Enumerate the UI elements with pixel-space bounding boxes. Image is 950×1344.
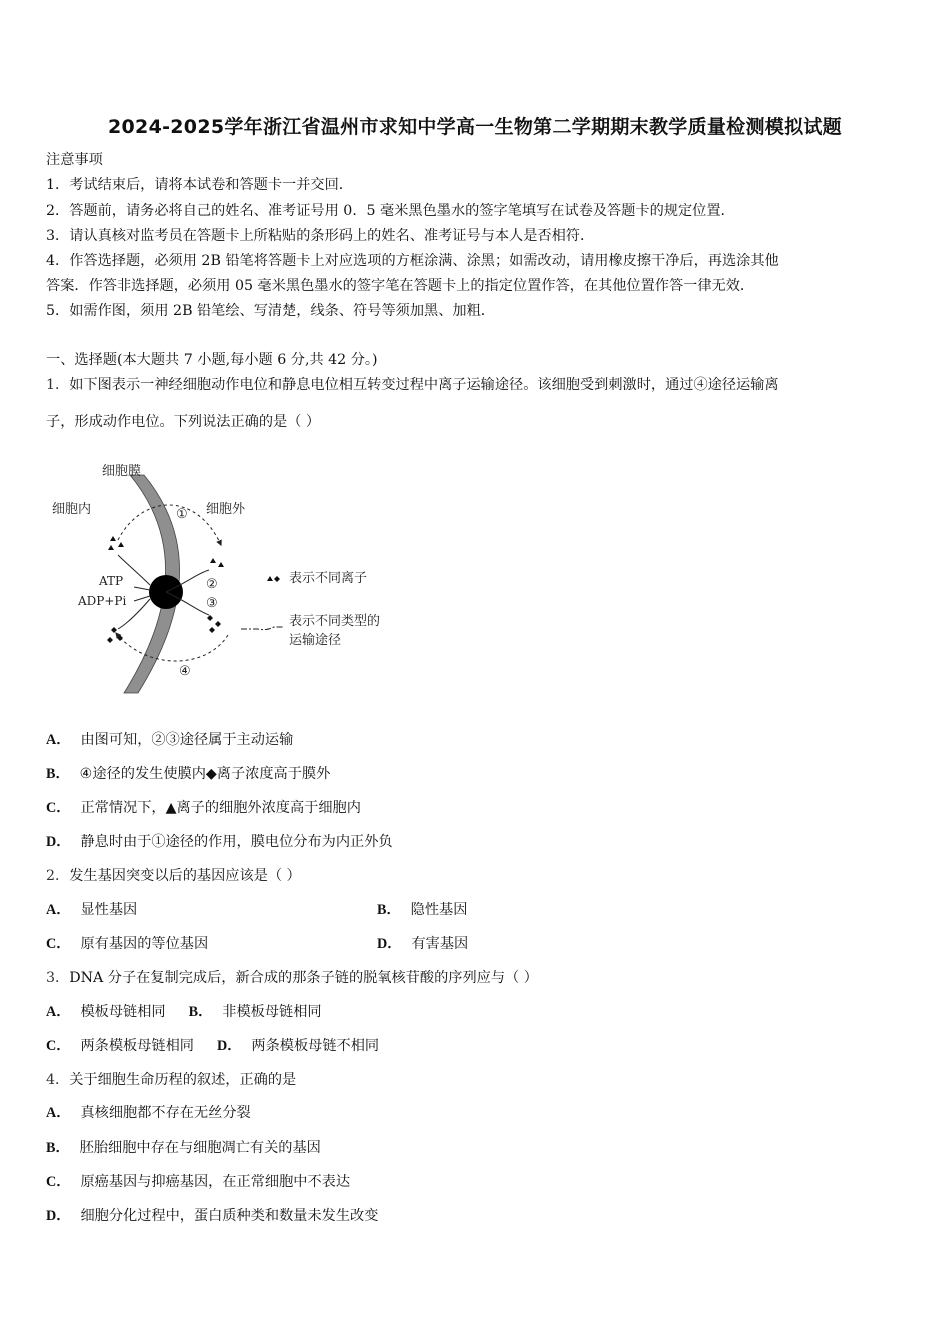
question-3-stem [46,971,538,985]
option-label: C． [46,936,71,952]
question-2-option-d [377,937,468,951]
legend-ions-text: 表示不同离子 [289,571,368,586]
option-text: 胚胎细胞中存在与细胞凋亡有关的基因 [79,1140,321,1156]
question-2-option-c [46,937,208,951]
option-label: B． [377,902,401,918]
option-text: 真核细胞都不存在无丝分裂 [80,1105,251,1121]
label-path-3: ③ [206,596,218,611]
option-label: D． [46,1208,71,1224]
notice-item: 3．请认真核对监考员在答题卡上所粘贴的条形码上的姓名、准考证号与本人是否相符． [46,228,595,244]
question-2-option-a [46,903,137,917]
adp-line-out [134,596,150,601]
question-text: 发生基因突变以后的基因应该是（ ） [69,868,301,884]
option-label: A． [46,732,71,748]
question-1-option-c [46,801,361,815]
option-text: 细胞分化过程中，蛋白质种类和数量未发生改变 [80,1208,379,1224]
option-label: B． [188,1004,213,1020]
option-text: 静息时由于①途径的作用，膜电位分布为内正外负 [80,834,393,850]
question-1-option-b [46,767,330,781]
label-path-2: ② [206,577,218,592]
option-label: D． [377,936,402,952]
question-number: 3． [46,970,70,986]
question-1-option-a [46,733,293,747]
page-title: 2024-2025学年浙江省温州市求知中学高一生物第二学期期末教学质量检测模拟试题 [108,116,842,138]
path-4-arc [116,633,228,661]
question-4-stem [46,1073,296,1087]
question-2-stem [46,869,301,883]
notice-item: 1．考试结束后，请将本试卷和答题卡一并交回． [46,177,353,193]
question-number: 1． [46,377,70,393]
option-text: 原癌基因与抑癌基因，在正常细胞中不表达 [80,1174,351,1190]
legend-ion-symbols [267,576,280,582]
question-4-option-b [46,1141,321,1155]
label-membrane: 细胞膜 [102,464,142,479]
option-text: 两条模板母链相同 [80,1038,194,1054]
question-1-stem-cont: 子，形成动作电位。下列说法正确的是（ ） [46,414,321,430]
atp-line-in [134,587,150,590]
option-label: D． [216,1038,242,1054]
question-text: 关于细胞生命历程的叙述，正确的是 [69,1072,297,1088]
question-text: DNA 分子在复制完成后，新合成的那条子链的脱氧核苷酸的序列应与（ ） [69,970,538,986]
label-outside: 细胞外 [206,502,246,517]
question-3-options-row-1 [46,1005,322,1019]
option-text: 隐性基因 [410,902,468,918]
label-adp: ADP+Pi [78,594,127,608]
legend-path-symbol [241,627,284,630]
question-4-option-d [46,1209,378,1223]
option-text: 两条模板母链不相同 [251,1038,380,1054]
option-text: 正常情况下，▲离子的细胞外浓度高于细胞内 [80,800,361,816]
option-text: 原有基因的等位基因 [80,936,209,952]
question-number: 4． [46,1072,70,1088]
question-1-option-d [46,835,393,849]
label-path-1: ① [176,507,188,522]
notice-item: 5．如需作图，须用 2B 铅笔绘、写清楚，线条、符号等须加黑、加粗． [46,303,495,319]
option-label: B． [46,766,70,782]
option-text: ④途径的发生使膜内◆离子浓度高于膜外 [79,766,331,782]
ion-transport-diagram [46,455,416,705]
option-label: A． [46,902,71,918]
section-heading: 一、选择题(本大题共 7 小题,每小题 6 分,共 42 分。) [46,352,378,368]
option-label: B． [46,1140,70,1156]
question-number: 2． [46,868,70,884]
question-4-option-a [46,1106,251,1120]
option-label: D． [46,834,71,850]
question-2-option-b [377,903,467,917]
option-text: 由图可知，②③途径属于主动运输 [80,732,294,748]
option-label: C． [46,800,71,816]
legend-paths-text-1: 表示不同类型的 [289,614,381,629]
legend-paths-text-2: 运输途径 [289,633,342,648]
option-text: 显性基因 [80,902,138,918]
option-label: C． [46,1174,71,1190]
question-3-options-row-2 [46,1039,379,1053]
option-label: A． [46,1105,71,1121]
question-1-stem [46,378,779,392]
question-text: 如下图表示一神经细胞动作电位和静息电位相互转变过程中离子运输途径。该细胞受到刺激时，通过④途径运输离 [69,377,779,393]
notice-item: 2．答题前，请务必将自己的姓名、准考证号用 0．5 毫米黑色墨水的签字笔填写在试卷及答题卡的规定位置． [46,203,735,219]
question-4-option-c [46,1175,350,1189]
option-text: 有害基因 [411,936,469,952]
option-label: C． [46,1038,71,1054]
option-text: 非模板母链相同 [222,1004,322,1020]
label-atp: ATP [99,574,124,588]
option-text: 模板母链相同 [80,1004,166,1020]
notice-item: 4．作答选择题，必须用 2B 铅笔将答题卡上对应选项的方框涂满、涂黑；如需改动，请用橡皮擦干净后，再选涂其他 [46,253,779,269]
label-inside: 细胞内 [52,502,92,517]
notice-item: 答案．作答非选择题，必须用 05 毫米黑色墨水的签字笔在答题卡上的指定位置作答，在其他位置作答一律无效． [46,278,755,294]
notice-heading: 注意事项 [46,152,103,168]
label-path-4: ④ [179,664,191,679]
option-label: A． [46,1004,71,1020]
